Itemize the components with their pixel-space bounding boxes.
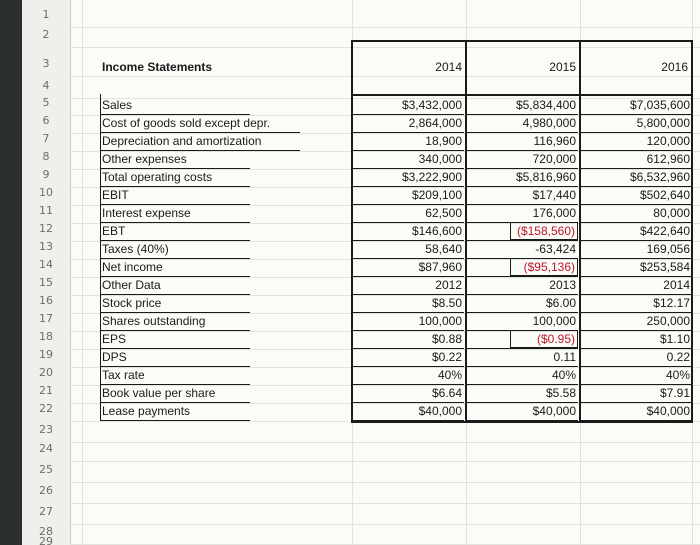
- row-label[interactable]: Taxes (40%): [102, 242, 169, 256]
- row-number[interactable]: 20: [39, 366, 53, 379]
- value-cell-2016[interactable]: $7,035,600: [629, 98, 690, 112]
- value-cell-border: [466, 222, 578, 241]
- row-number[interactable]: 14: [39, 258, 53, 271]
- value-cell-border: [580, 312, 692, 331]
- value-cell-2015[interactable]: $5.58: [545, 386, 576, 400]
- label-cell-border: [100, 258, 250, 277]
- row-label[interactable]: Lease payments: [102, 404, 191, 418]
- value-cell-border: [352, 186, 464, 205]
- value-cell-2015[interactable]: 4,980,000: [522, 116, 576, 130]
- value-cell-border: [352, 240, 464, 259]
- value-cell-2015[interactable]: $6.00: [545, 296, 576, 310]
- label-cell-border: [100, 348, 250, 367]
- value-cell-2014[interactable]: 40%: [437, 368, 462, 382]
- value-cell-border: [352, 402, 464, 421]
- value-cell-border: [466, 348, 578, 367]
- row-label[interactable]: Tax rate: [102, 368, 145, 382]
- value-cell-2016[interactable]: 40%: [665, 368, 690, 382]
- value-cell-border: [352, 366, 464, 385]
- row-label[interactable]: Net income: [102, 260, 163, 274]
- value-cell-2016[interactable]: $502,640: [639, 188, 690, 202]
- value-cell-border: [580, 258, 692, 277]
- value-cell-border: [466, 402, 578, 421]
- value-cell-border: [466, 276, 578, 295]
- gridline-horizontal: [70, 47, 700, 48]
- value-cell-2015[interactable]: -63,424: [535, 242, 576, 256]
- row-number[interactable]: 18: [39, 330, 53, 343]
- table-border-bottom: [352, 421, 692, 423]
- row-label[interactable]: Cost of goods sold except depr.: [102, 116, 271, 130]
- value-cell-2014[interactable]: $87,960: [418, 260, 462, 274]
- value-cell-2016[interactable]: $40,000: [646, 404, 690, 418]
- label-cell-border: [100, 366, 250, 385]
- header-border-top: [352, 40, 692, 42]
- row-number[interactable]: 22: [39, 402, 53, 415]
- spreadsheet[interactable]: [22, 0, 700, 545]
- value-cell-border: [352, 222, 464, 241]
- value-cell-2016[interactable]: 169,056: [646, 242, 690, 256]
- row-label[interactable]: EPS: [102, 332, 127, 346]
- value-cell-2014[interactable]: 100,000: [418, 314, 462, 328]
- value-cell-2016[interactable]: 0.22: [666, 350, 690, 364]
- label-cell-border: [100, 114, 300, 133]
- label-cell-border: [100, 96, 250, 115]
- gridline-horizontal: [70, 461, 700, 462]
- value-cell-border: [580, 330, 692, 349]
- value-cell-2015[interactable]: ($95,136): [510, 258, 578, 276]
- value-cell-2015[interactable]: $40,000: [532, 404, 576, 418]
- row-number[interactable]: 4: [42, 79, 50, 92]
- row-number[interactable]: 24: [39, 442, 53, 455]
- row-number[interactable]: 29: [39, 535, 53, 545]
- value-cell-border: [580, 168, 692, 187]
- label-cell-border: [100, 312, 250, 331]
- row-label[interactable]: Shares outstanding: [102, 314, 206, 328]
- value-cell-2016[interactable]: $12.17: [653, 296, 690, 310]
- value-cell-border: [352, 96, 464, 115]
- value-cell-2016[interactable]: 2014: [663, 278, 690, 292]
- value-cell-2015[interactable]: $5,816,960: [515, 170, 576, 184]
- value-cell-border: [352, 258, 464, 277]
- value-cell-border: [352, 132, 464, 151]
- value-cell-2014[interactable]: $3,222,900: [401, 170, 462, 184]
- row-label[interactable]: Interest expense: [102, 206, 191, 220]
- value-cell-border: [466, 186, 578, 205]
- row-number[interactable]: 3: [42, 57, 50, 70]
- row-number[interactable]: 13: [39, 240, 53, 253]
- value-cell-border: [466, 366, 578, 385]
- value-cell-border: [580, 114, 692, 133]
- label-cell-border: [100, 294, 250, 313]
- value-cell-border: [466, 294, 578, 313]
- gridline-horizontal: [70, 524, 700, 525]
- row-label[interactable]: EBIT: [102, 188, 129, 202]
- year-2015-header: 2015: [549, 60, 576, 74]
- row-number[interactable]: 1: [42, 8, 50, 21]
- gridline-horizontal: [70, 27, 700, 28]
- value-cell-2014[interactable]: $40,000: [418, 404, 462, 418]
- row-label[interactable]: Stock price: [102, 296, 162, 310]
- row-label[interactable]: EBT: [102, 224, 126, 238]
- value-cell-2014[interactable]: 2,864,000: [408, 116, 462, 130]
- value-cell-2014[interactable]: 340,000: [418, 152, 462, 166]
- row-label[interactable]: DPS: [102, 350, 127, 364]
- row-number[interactable]: 8: [42, 150, 50, 163]
- label-cell-border: [100, 402, 250, 421]
- value-cell-border: [580, 222, 692, 241]
- gridline-horizontal: [70, 442, 700, 443]
- value-cell-2016[interactable]: 612,960: [646, 152, 690, 166]
- value-cell-border: [352, 276, 464, 295]
- value-cell-border: [580, 348, 692, 367]
- value-cell-border: [352, 348, 464, 367]
- value-cell-2015[interactable]: $5,834,400: [515, 98, 576, 112]
- gridline-vertical: [82, 0, 83, 545]
- value-cell-2016[interactable]: 80,000: [653, 206, 690, 220]
- value-cell-border: [580, 204, 692, 223]
- label-cell-border: [100, 384, 250, 403]
- value-cell-border: [580, 150, 692, 169]
- value-cell-border: [466, 384, 578, 403]
- value-cell-2015[interactable]: 720,000: [532, 152, 576, 166]
- income-statements-title: Income Statements: [102, 60, 213, 74]
- value-cell-2014[interactable]: $6.64: [431, 386, 462, 400]
- row-number[interactable]: 17: [39, 312, 53, 325]
- gridline-horizontal: [70, 482, 700, 483]
- row-label[interactable]: Other expenses: [102, 152, 187, 166]
- value-cell-2016[interactable]: 250,000: [646, 314, 690, 328]
- value-cell-2014[interactable]: 18,900: [425, 134, 462, 148]
- value-cell-border: [352, 330, 464, 349]
- value-cell-2014[interactable]: $146,600: [411, 224, 462, 238]
- value-cell-border: [352, 114, 464, 133]
- row-number[interactable]: 9: [42, 168, 50, 181]
- label-cell-border: [100, 222, 250, 241]
- value-cell-2015[interactable]: ($158,560): [510, 222, 578, 240]
- value-cell-2014[interactable]: 2012: [435, 278, 462, 292]
- value-cell-border: [580, 294, 692, 313]
- value-cell-2015[interactable]: 2013: [549, 278, 576, 292]
- gridline-horizontal: [70, 503, 700, 504]
- value-cell-border: [466, 132, 578, 151]
- row-number[interactable]: 25: [39, 463, 53, 476]
- value-cell-2016[interactable]: $7.91: [659, 386, 690, 400]
- label-cell-border: [100, 240, 250, 259]
- label-cell-border: [100, 132, 300, 151]
- value-cell-2016[interactable]: 5,800,000: [636, 116, 690, 130]
- year-2014-header: 2014: [435, 60, 462, 74]
- value-cell-border: [352, 150, 464, 169]
- value-cell-2016[interactable]: 120,000: [646, 134, 690, 148]
- value-cell-border: [580, 366, 692, 385]
- value-cell-2015[interactable]: 100,000: [532, 314, 576, 328]
- row-number[interactable]: 16: [39, 294, 53, 307]
- value-cell-2014[interactable]: 62,500: [425, 206, 462, 220]
- value-cell-2015[interactable]: 116,960: [533, 134, 576, 148]
- row-number[interactable]: 19: [39, 348, 53, 361]
- value-cell-border: [466, 96, 578, 115]
- value-cell-2016[interactable]: $253,584: [639, 260, 690, 274]
- value-cell-2014[interactable]: $209,100: [411, 188, 462, 202]
- value-cell-2014[interactable]: 58,640: [425, 242, 462, 256]
- value-cell-border: [466, 258, 578, 277]
- value-cell-2015[interactable]: 176,000: [532, 206, 576, 220]
- row-number[interactable]: 10: [39, 186, 53, 199]
- value-cell-border: [580, 186, 692, 205]
- row-label[interactable]: Total operating costs: [102, 170, 213, 184]
- value-cell-2016[interactable]: $6,532,960: [629, 170, 690, 184]
- row-label[interactable]: Other Data: [102, 278, 161, 292]
- row-number[interactable]: 7: [42, 132, 50, 145]
- value-cell-border: [580, 384, 692, 403]
- value-cell-border: [580, 240, 692, 259]
- row-number[interactable]: 6: [42, 114, 50, 127]
- row-number[interactable]: 21: [39, 384, 53, 397]
- value-cell-border: [466, 330, 578, 349]
- row-number[interactable]: 2: [42, 28, 50, 41]
- label-cell-border: [100, 168, 250, 187]
- value-cell-border: [352, 168, 464, 187]
- label-cell-border: [100, 150, 250, 169]
- row-number[interactable]: 5: [42, 96, 50, 109]
- label-cell-border: [100, 186, 250, 205]
- value-cell-2015[interactable]: 0.11: [553, 350, 576, 364]
- value-cell-border: [466, 312, 578, 331]
- row-number[interactable]: 26: [39, 484, 53, 497]
- row-number[interactable]: 28: [39, 525, 53, 538]
- year-2016-header: 2016: [661, 60, 688, 74]
- value-cell-2016[interactable]: $1.10: [659, 332, 690, 346]
- value-cell-border: [466, 150, 578, 169]
- row-number[interactable]: 23: [39, 423, 53, 436]
- row-label[interactable]: Book value per share: [102, 386, 216, 400]
- label-cell-border: [100, 204, 250, 223]
- value-cell-border: [580, 96, 692, 115]
- value-cell-2016[interactable]: $422,640: [639, 224, 690, 238]
- value-cell-border: [466, 114, 578, 133]
- value-cell-border: [580, 402, 692, 421]
- value-cell-2014[interactable]: $3,432,000: [401, 98, 462, 112]
- value-cell-2015[interactable]: 40%: [551, 368, 576, 382]
- label-cell-border: [100, 276, 250, 295]
- value-cell-border: [352, 312, 464, 331]
- value-cell-border: [466, 168, 578, 187]
- value-cell-border: [352, 204, 464, 223]
- value-cell-2014[interactable]: $0.22: [431, 350, 462, 364]
- value-cell-2014[interactable]: $8.50: [431, 296, 462, 310]
- value-cell-2015[interactable]: $17,440: [532, 188, 576, 202]
- value-cell-border: [352, 384, 464, 403]
- row-label[interactable]: Depreciation and amortization: [102, 134, 262, 148]
- value-cell-border: [580, 276, 692, 295]
- value-cell-border: [580, 132, 692, 151]
- value-cell-2015[interactable]: ($0.95): [510, 330, 578, 348]
- label-cell-border: [100, 330, 250, 349]
- value-cell-border: [466, 204, 578, 223]
- row-number[interactable]: 12: [39, 222, 53, 235]
- row-number[interactable]: 27: [39, 505, 53, 518]
- row-label[interactable]: Sales: [102, 98, 133, 112]
- gridline-horizontal: [70, 76, 700, 77]
- value-cell-2014[interactable]: $0.88: [431, 332, 462, 346]
- value-cell-border: [466, 240, 578, 259]
- row-number[interactable]: 15: [39, 276, 53, 289]
- value-cell-border: [352, 294, 464, 313]
- row-number[interactable]: 11: [39, 204, 53, 217]
